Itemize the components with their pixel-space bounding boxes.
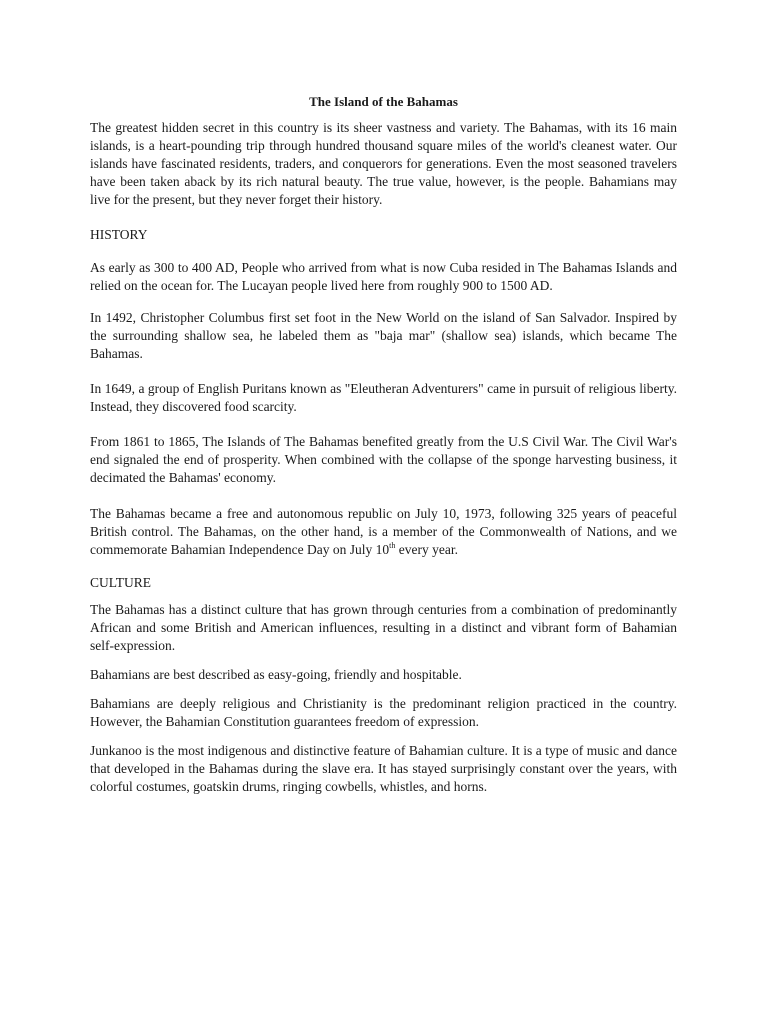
culture-paragraph: Junkanoo is the most indigenous and distinctive feature of Bahamian culture. It is a type of music and dance that developed in the Bahamas during the slave era. It has stayed surprisingly constant over the years, with colorful costumes, goatskin drums, ringing cowbells, whistles, and horns. xyxy=(90,743,677,794)
intro-paragraph: The greatest hidden secret in this country is its sheer vastness and variety. The Bahamas, with its 16 main islands, is a heart-pounding trip through hundred thousand square miles of the world's cleanest water. Our islands have fascinated residents, traders, and conquerors for generations. Even the most seasoned travelers have been taken aback by its rich natural beauty. The true value, however, is the people. Bahamians may live for the present, but they never forget their history. xyxy=(90,120,677,207)
history-paragraph: In 1649, a group of English Puritans known as "Eleutheran Adventurers" came in pursuit of religious liberty. Instead, they discovered food scarcity. xyxy=(90,381,677,414)
history-paragraph: As early as 300 to 400 AD, People who arrived from what is now Cuba resided in The Bahamas Islands and relied on the ocean for. The Lucayan people lived here from roughly 900 to 1500 AD. xyxy=(90,260,677,293)
culture-paragraph: Bahamians are deeply religious and Christianity is the predominant religion practiced in the country. However, the Bahamian Constitution guarantees freedom of expression. xyxy=(90,696,677,729)
ordinal-suffix: th xyxy=(389,541,396,550)
history-paragraph: In 1492, Christopher Columbus first set foot in the New World on the island of San Salvador. Inspired by the surrounding shallow sea, he labeled them as "baja mar" (shallow sea) islands, which became The Bahamas. xyxy=(90,310,677,361)
document-title: The Island of the Bahamas xyxy=(309,94,458,109)
culture-heading: CULTURE xyxy=(90,575,152,590)
history-paragraph: From 1861 to 1865, The Islands of The Bahamas benefited greatly from the U.S Civil War. The Civil War's end signaled the end of prosperity. When combined with the collapse of the sponge harvesting business, it decimated the Bahamas' economy. xyxy=(90,434,677,485)
history-heading: HISTORY xyxy=(90,227,148,242)
independence-text: The Bahamas became a free and autonomous republic on July 10, 1973, following 325 years of peaceful British control. The Bahamas, on the other hand, is a member of the Commonwealth of Nations, and we commemorate Bahamian Independence Day on July 10 xyxy=(90,506,677,557)
culture-paragraph: The Bahamas has a distinct culture that has grown through centuries from a combination of predominantly African and some British and American influences, resulting in a distinct and vibrant form of Bahamian self-expression. xyxy=(90,602,677,653)
document-page xyxy=(90,93,677,796)
independence-text-end: every year. xyxy=(395,542,458,557)
independence-paragraph xyxy=(90,505,677,559)
culture-paragraph: Bahamians are best described as easy-going, friendly and hospitable. xyxy=(90,667,462,682)
